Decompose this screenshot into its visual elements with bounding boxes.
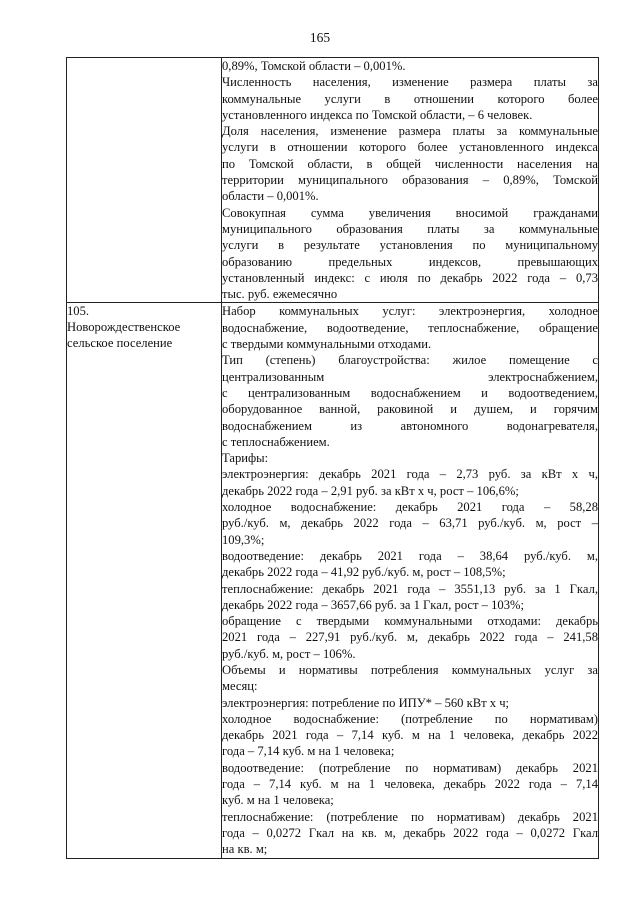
text-line: куб. м на 1 человека; — [222, 793, 334, 808]
text-line: водоотведение: (потребление по нормативам) декабрь 2021 — [222, 760, 598, 775]
text-line: руб./куб. м, рост – 106%. — [222, 646, 356, 661]
text-line: водоснабжение, водоотведение, теплоснабжение, обращение — [222, 320, 598, 335]
text-line: на кв. м; — [222, 842, 268, 857]
text-line: территории муниципального образования – 0,89%, Томской — [222, 173, 598, 188]
indicators-cell — [222, 58, 599, 303]
text-line: 0,89%, Томской области – 0,001%. — [222, 59, 406, 73]
text-line: декабрь 2022 года – 41,92 руб./куб. м, рост – 108,5%; — [222, 565, 506, 580]
text-line: теплоснабжение: декабрь 2021 года – 3551,13 руб. за 1 Гкал, — [222, 581, 598, 596]
text-line: услуги в результате установления по муниципальному — [222, 238, 598, 253]
text-line: года – 0,0272 Гкал на кв. м, декабрь 2022 года – 0,0272 Гкал — [222, 825, 598, 840]
text-line: теплоснабжение: (потребление по нормативам) декабрь 2021 — [222, 809, 598, 824]
text-line: с теплоснабжением. — [222, 434, 330, 449]
row-number: 105. — [67, 304, 90, 319]
text-line: Набор коммунальных услуг: электроэнергия, холодное — [222, 304, 598, 319]
municipality-name-line1: Новорождественское — [67, 320, 181, 335]
text-line: тыс. руб. ежемесячно — [222, 287, 338, 302]
utilities-text — [222, 303, 598, 857]
text-line: с твердыми коммунальными отходами. — [222, 337, 432, 352]
text-line: электроэнергия: потребление по ИПУ* – 560 кВт х ч; — [222, 695, 510, 710]
page-number: 165 — [309, 30, 331, 45]
text-line: по Томской области, в общей численности населения на — [222, 156, 598, 171]
text-line: с централизованным водоснабжением и водоотведением, — [222, 385, 598, 400]
municipal-utilities-table — [66, 57, 599, 859]
text-line: услуги в отношении которого более установленного индекса — [222, 140, 598, 155]
indicators-text — [222, 58, 598, 302]
table-row-continuation — [67, 58, 599, 303]
text-line: водоснабжением из автономного водонагревателя, — [222, 418, 598, 433]
text-line: 2021 года – 227,91 руб./куб. м, декабрь 2022 года – 241,58 — [222, 630, 598, 645]
text-line: установленный индекс: с июля по декабрь 2022 года – 0,73 — [222, 270, 598, 285]
municipality-name-line2: сельское поселение — [67, 336, 173, 351]
text-line: холодное водоснабжение: (потребление по нормативам) — [222, 711, 598, 726]
text-line: холодное водоснабжение: декабрь 2021 года – 58,28 — [222, 500, 598, 515]
utilities-cell — [222, 303, 599, 858]
table-row-105 — [67, 303, 599, 858]
text-line: оборудованное ванной, раковиной и душем, и горячим — [222, 402, 598, 417]
text-line: Объемы и нормативы потребления коммунальных услуг за — [222, 662, 598, 677]
text-line: Совокупная сумма увеличения вносимой гражданами — [222, 205, 598, 220]
text-line: образованию предельных индексов, превышающих — [222, 254, 598, 269]
text-line: 109,3%; — [222, 532, 265, 547]
text-line: декабрь 2022 года – 3657,66 руб. за 1 Гкал, рост – 103%; — [222, 597, 524, 612]
text-line: установленного индекса по Томской области, – 6 человек. — [222, 107, 533, 122]
text-line: года – 7,14 куб. м на 1 человека; — [222, 744, 395, 759]
text-line: централизованным электроснабжением, — [222, 369, 598, 384]
text-line: Тип (степень) благоустройства: жилое помещение с — [222, 353, 598, 368]
text-line: Доля населения, изменение размера платы за коммунальные — [222, 124, 598, 139]
text-line: Численность населения, изменение размера платы за — [222, 75, 598, 90]
text-line: коммунальные услуги в отношении которого более — [222, 91, 598, 106]
text-line: декабрь 2022 года – 2,91 руб. за кВт х ч, рост – 106,6%; — [222, 483, 519, 498]
text-line: руб./куб. м, декабрь 2022 года – 63,71 руб./куб. м, рост – — [222, 516, 598, 531]
text-line: обращение с твердыми коммунальными отходами: декабрь — [222, 614, 598, 629]
text-line: Тарифы: — [222, 451, 269, 466]
text-line: муниципального образования платы за коммунальные — [222, 221, 598, 236]
text-line: года – 7,14 куб. м на 1 человека, декабрь 2022 года – 7,14 — [222, 777, 598, 792]
text-line: декабрь 2021 года – 7,14 куб. м на 1 человека, декабрь 2022 — [222, 728, 598, 743]
text-line: водоотведение: декабрь 2021 года – 38,64 руб./куб. м, — [222, 548, 598, 563]
text-line: месяц: — [222, 679, 258, 694]
municipality-cell — [67, 303, 222, 858]
text-line: области – 0,001%. — [222, 189, 319, 204]
text-line: электроэнергия: декабрь 2021 года – 2,73 руб. за кВт х ч, — [222, 467, 598, 482]
municipality-cell-empty — [67, 58, 222, 303]
